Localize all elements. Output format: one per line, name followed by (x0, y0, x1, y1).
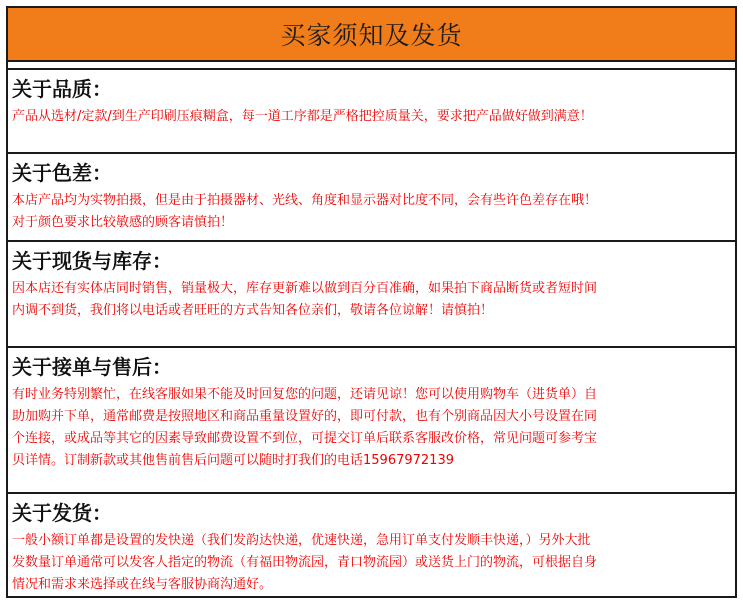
section-text-line: 因本店还有实体店同时销售，销量极大，库存更新难以做到百分百准确，如果拍下商品断货或者短时间 (12, 281, 598, 296)
section-title: 关于接单与售后： (12, 355, 172, 379)
section-shipping (8, 492, 735, 596)
section-text-line: 内调不到货，我们将以电话或者旺旺的方式告知各位亲们，敬请各位谅解！请慎拍！ (12, 303, 494, 318)
page-title: 买家须知及发货 (280, 21, 463, 50)
section-text-line: 对于颜色要求比较敏感的顾客请慎拍！ (12, 215, 234, 230)
notice-sheet (6, 6, 737, 598)
section-orders-aftersales (8, 346, 735, 492)
section-text-line: 情况和需求来选择或在线与客服协商沟通好。 (12, 577, 273, 592)
section-color-difference (8, 152, 735, 240)
section-stock (8, 240, 735, 346)
section-title: 关于发货： (12, 501, 112, 525)
section-quality (8, 68, 735, 152)
section-title: 关于现货与库存： (12, 249, 172, 273)
section-text-line: 有时业务特别繁忙，在线客服如果不能及时回复您的问题，还请见谅！您可以使用购物车（进货单）自 (12, 387, 598, 402)
section-title: 关于品质： (12, 77, 112, 101)
section-text-line: 发数量订单通常可以发客人指定的物流（有福田物流园，青口物流园）或送货上门的物流，可根据自身 (12, 555, 598, 570)
section-text-line: 一般小额订单都是设置的发快递（我们发韵达快递，优速快递，急用订单支付发顺丰快递，）另外大批 (12, 533, 591, 548)
section-title: 关于色差： (12, 161, 112, 185)
section-text-line: 产品从选材/定款/到生产印刷压痕糊盒，每一道工序都是严格把控质量关，要求把产品做好做到满意！ (12, 109, 593, 124)
header-banner (8, 8, 735, 62)
section-text-line: 助加购并下单，通常邮费是按照地区和商品重量设置好的，即可付款，也有个别商品因大小号设置在同 (12, 409, 598, 424)
section-text-line: 贝详情。订制新款或其他售前售后问题可以随时打我们的电话15967972139 (12, 453, 454, 468)
section-text-line: 个连接，或成品等其它的因素导致邮费设置不到位，可提交订单后联系客服改价格，常见问题可参考宝 (12, 431, 598, 446)
section-text-line: 本店产品均为实物拍摄，但是由于拍摄器材、光线、角度和显示器对比度不同，会有些许色差存在哦！ (12, 193, 598, 208)
